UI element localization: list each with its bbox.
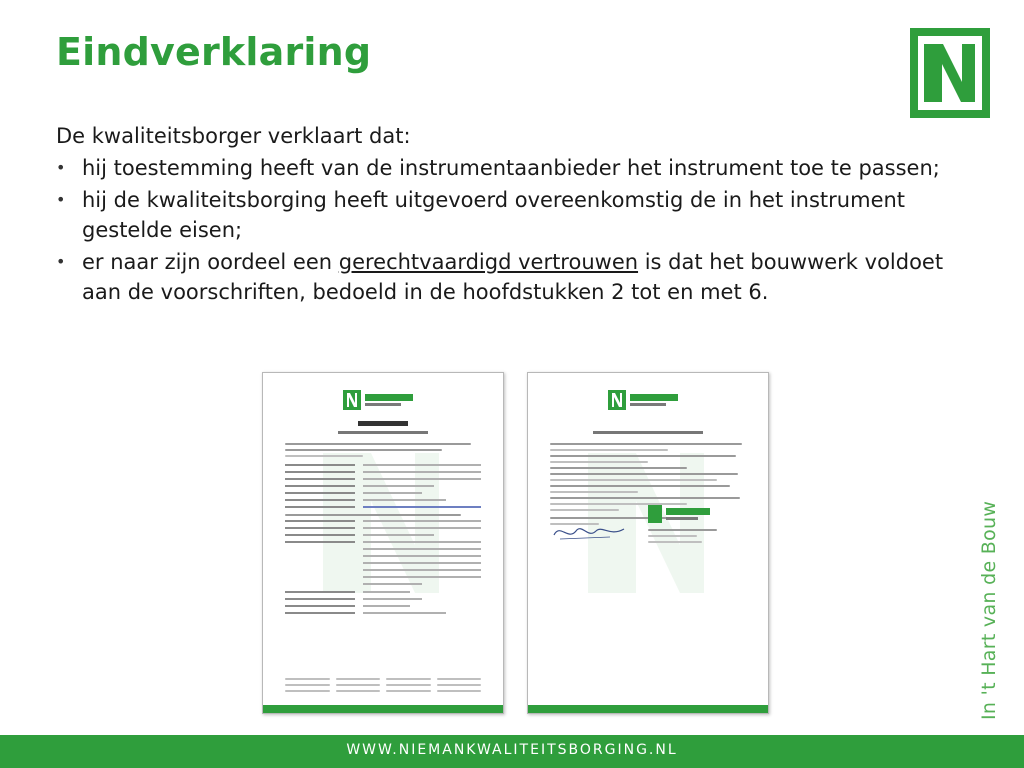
nieman-document-logo-icon [343, 389, 423, 411]
document-footer-bar [528, 705, 768, 713]
slide-title: Eindverklaring [56, 30, 372, 74]
document-thumbnail-page-2 [527, 372, 769, 714]
list-item [56, 153, 986, 183]
bullet-icon: • [56, 190, 66, 209]
document-subtitle-bar [528, 431, 768, 434]
nieman-document-logo-icon [608, 389, 688, 411]
bullet-icon: • [56, 158, 66, 177]
nieman-logo-icon [910, 28, 990, 118]
signature-icon [550, 513, 630, 547]
underlined-term: gerechtvaardigd vertrouwen [338, 250, 639, 274]
document-contact-block [285, 678, 481, 696]
bullet-text-part: er naar zijn oordeel een [82, 250, 339, 274]
document-heading-bar [263, 421, 503, 426]
footer-url[interactable]: WWW.NIEMANKWALITEITSBORGING.NL [346, 742, 678, 758]
intro-text: De kwaliteitsborger verklaart dat: [56, 124, 411, 148]
document-subtitle-bar [263, 431, 503, 434]
bullet-text: hij de kwaliteitsborging heeft uitgevoerd overeenkomstig de in het instrument gestelde eisen; [82, 188, 906, 242]
document-body [285, 443, 481, 619]
document-thumbnail-page-1 [262, 372, 504, 714]
nieman-stamp-logo-icon [648, 505, 718, 523]
list-item [56, 247, 986, 307]
document-address-block [648, 529, 746, 547]
list-item [56, 185, 986, 245]
side-slogan: In 't Hart van de Bouw [978, 500, 1000, 720]
bullet-text-part: is dat het bouwwerk voldoet aan de voorschriften, bedoeld in de hoofdstukken 2 tot en met 6. [82, 250, 944, 304]
statement-list [56, 153, 986, 309]
bullet-text: hij toestemming heeft van de instrumentaanbieder het instrument toe te passen; [82, 156, 940, 180]
bullet-icon: • [56, 252, 66, 271]
document-footer-bar [263, 705, 503, 713]
